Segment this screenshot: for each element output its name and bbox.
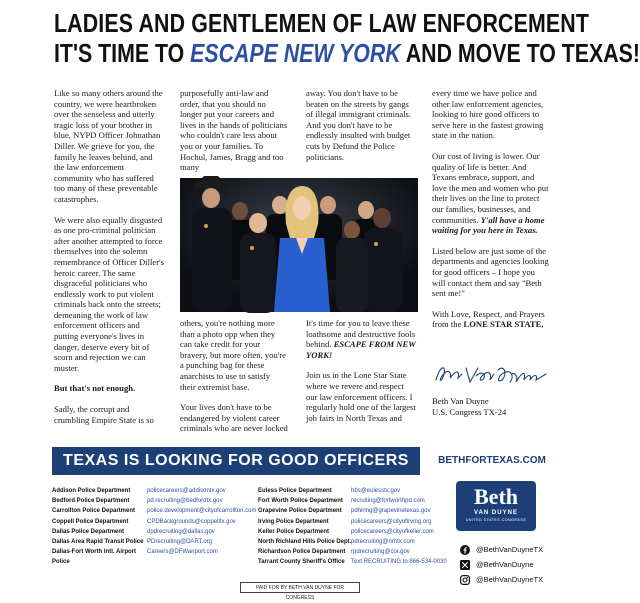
article-column-2-bottom [180,318,288,444]
column2-bottom-paragraph-1: others, you're nothing more than a photo opp when they can take credit for your bravery, but more often, you're a punching bag for these anarchists to use to satisfy their extremist base. [180,318,286,392]
department-name: Bedford Police Department [52,498,130,505]
department-email-link[interactable]: Text RECRUITING to 866-534-0030 [351,559,447,566]
lone-star-state-text: LONE STAR STATE, [463,319,544,330]
recruiting-banner: TEXAS IS LOOKING FOR GOOD OFFICERS [52,447,420,475]
social-instagram[interactable] [460,574,570,586]
departments-right-emails [351,486,456,568]
officers-group-photo [180,178,418,312]
officers-group-photo-illustration [180,178,418,312]
department-email-link[interactable]: policecareers@cityofirving.org [351,518,432,525]
department-name: North Richland Hills Police Dept. [258,539,352,546]
logo-subtitle: UNITED STATES CONGRESS [465,518,527,522]
department-email-link[interactable]: police.development@cityofcarrollton.com [147,508,257,515]
paid-for-disclaimer: PAID FOR BY BETH VAN DUYNE FOR CONGRESS [240,582,360,593]
twitter-handle: @BethVanDuyne [476,560,534,569]
logo-name: Beth [474,484,518,509]
closing-text: With Love, Respect, and Prayers from the [432,308,545,330]
column4-paragraph-3: Listed below are just some of the departments and agencies looking for good officers – I hope you will contact them and say "Beth sent me!" [432,245,549,299]
signature-title: U.S. Congress TX-24 [432,406,507,417]
department-name: Carrollton Police Department [52,508,136,515]
instagram-handle: @BethVanDuyneTX [476,575,544,584]
column3-bottom-paragraph-2: Join us in the Lone Star State where we revere and respect our law enforcement officers. I regularly hold one of the largest job fairs in North Texas and [306,370,416,423]
social-twitter[interactable] [460,559,570,571]
department-email-link[interactable]: dpdrecruiting@dallas.gov [147,528,215,535]
column2-bottom-paragraph-2: Your lives don't have to be endangered by violent career criminals who are never locked [180,402,288,434]
escape-from-new-york: ESCAPE FROM NEW YORK! [306,339,416,360]
beth-van-duyne-logo [456,481,536,531]
signature-name: Beth Van Duyne [432,396,489,406]
department-name: Dallas Area Rapid Transit Police [52,539,144,546]
headline-line-2-pre: IT'S TIME TO [54,38,191,68]
column2-top-paragraph: purposefully anti-law and order, that you should no longer put your careers and lives in the hands of politicians who couldn't care less about you or your families. To Hochul, James, Bragg and too many [180,88,288,173]
signature-graphic [432,360,550,388]
department-email-link[interactable]: policecareers@addisontx.gov [147,488,226,494]
social-facebook[interactable] [460,544,570,556]
column3-bottom-text: It's time for you to leave these loathsome and destructive fools behind. [306,318,416,350]
department-email-link[interactable]: PDrecruiting@DART.org [147,539,213,546]
department-email-link[interactable]: hbs@eulesstx.gov [351,488,401,494]
departments-left-emails [147,486,257,557]
headline-line-2 [54,38,640,68]
department-email-link[interactable]: recruiting@fortworthpd.com [351,498,425,505]
department-name: Keller Police Department [258,528,330,535]
department-email-link[interactable]: rpdrecruiting@cor.gov [351,549,410,556]
column1-paragraph-4: Sadly, the corrupt and crumbling Empire State is so [54,404,154,425]
department-name: Richardson Police Department [258,549,346,556]
article-column-3-top [306,88,416,172]
column1-paragraph-3: But that's not enough. [54,383,136,394]
logo-surname: VAN DUYNE [474,510,518,516]
campaign-website-link[interactable]: BETHFORTEXAS.COM [438,455,546,466]
article-column-3-bottom [306,318,416,433]
department-email-link[interactable]: policecareers@cityofkeller.com [351,528,434,535]
department-name: Fort Worth Police Department [258,498,343,505]
facebook-icon [460,545,470,555]
department-name: Dallas Police Department [52,528,125,535]
department-name: Irving Police Department [258,518,329,525]
column4-paragraph-2 [432,151,550,236]
department-name: Dallas-Fort Worth Intl. Airport Police [52,549,136,566]
departments-right-names [258,486,353,568]
department-name: Addison Police Department [52,488,131,494]
department-email-link[interactable]: Careers@DFWairport.com [147,549,218,556]
column3-top-paragraph: away. You don't have to be beaten on the streets by gangs of illegal immigrant criminals. And you don't have to be endlessly insulted with budget cuts by Defund the Police politicians. [306,88,412,162]
department-name: Euless Police Department [258,488,332,494]
headline-line-2-post: AND MOVE TO TEXAS! [400,38,640,68]
column4-paragraph-2-text: Our cost of living is lower. Our quality of life is better. And Texans embrace, support, and love the men and women who put their lives on the line to protect our families, businesses, and communities. [432,150,549,225]
headline-line-1: LADIES AND GENTLEMEN OF LAW ENFORCEMENT [54,8,590,38]
department-email-link[interactable]: CPDBackgrounds@coppelltx.gov [147,518,236,525]
x-twitter-icon [460,560,470,570]
column4-paragraph-4 [432,309,550,330]
article-column-1 [54,88,164,435]
signature-block [432,396,550,417]
department-name: Tarrant County Sheriff's Office [258,559,345,566]
department-email-link[interactable]: pdhiring@grapevinetexas.gov [351,508,431,515]
column1-paragraph-1: Like so many others around the country, we were heartbroken over the senseless and utterly tragic loss of your brother in blue, NYPD Officer Johnathan Diller. We grieve for you, the family he leaves behind, and the law enforcement community who has suffered too many of these preventable catastrophes. [54,88,163,204]
department-name: Coppell Police Department [52,518,129,525]
column4-paragraph-1: every time we have police and other law enforcement agencies, looking to hire good officers to serve here in the fastest growing state in the nation. [432,88,544,141]
column3-bottom-paragraph-1 [306,318,416,360]
department-email-link[interactable]: pd.recruiting@bedfordtx.gov [147,498,223,505]
facebook-handle: @BethVanDuyneTX [476,545,544,554]
department-name: Grapevine Police Department [258,508,342,515]
departments-left-names [52,486,147,568]
department-email-link[interactable]: pdrecruiting@nrhtx.com [351,539,415,546]
article-column-4 [432,88,550,340]
home-waiting-text: Y'all have a home waiting for you here in Texas. [432,214,545,236]
column1-paragraph-2: We were also equally disgusted as one pro-criminal politician after another attempted to force themselves into the solemn remembrance of Officer Diller's heroic career. The same disgraceful politicians who endlessly work to put violent criminals back onto the streets; demeaning the work of law enforcement officers and putting everyone's lives in danger, deserve every bit of scorn and rejection we can muster. [54,214,164,373]
instagram-icon [460,575,470,585]
article-column-2-top [180,88,288,183]
headline [54,8,640,68]
headline-highlight: ESCAPE NEW YORK [190,38,401,68]
